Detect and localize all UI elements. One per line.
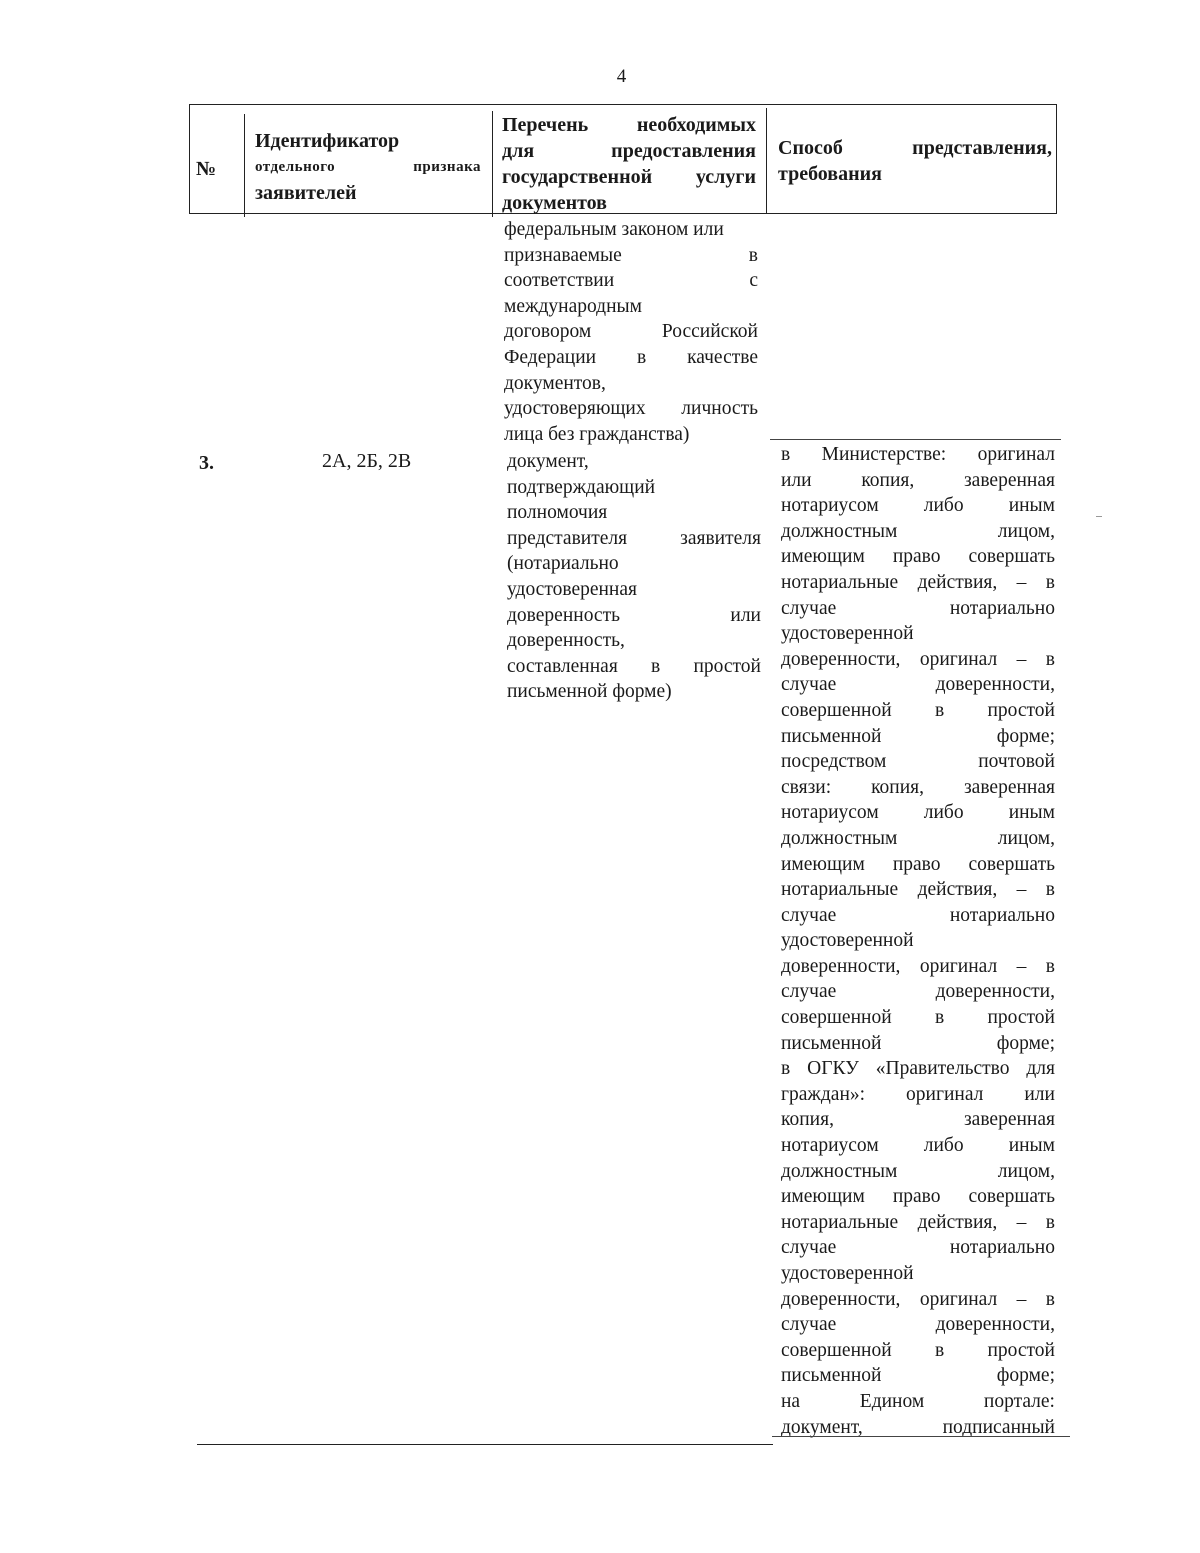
text-line — [781, 1363, 1055, 1389]
method-bottom-rule — [772, 1436, 1070, 1437]
row-separator — [770, 439, 1061, 440]
text-word: портале: — [983, 1390, 1055, 1412]
text-word: в — [636, 346, 647, 368]
text-word: нотариусом — [781, 495, 879, 517]
text-line-content: документов, — [504, 372, 606, 394]
text-line — [781, 1133, 1055, 1159]
text-line — [781, 749, 1055, 775]
text-word: для — [502, 140, 535, 162]
text-line — [781, 1312, 1055, 1338]
text-line — [781, 621, 1055, 647]
text-word: имеющим — [781, 546, 865, 568]
text-word: лицом, — [997, 827, 1055, 849]
header-divider-2 — [492, 111, 493, 217]
text-word: форме; — [996, 1365, 1055, 1387]
text-line — [781, 1287, 1055, 1313]
text-word: – — [1016, 879, 1027, 901]
text-word: совершать — [968, 1186, 1055, 1208]
text-word: в — [748, 244, 758, 266]
text-word: качестве — [687, 346, 758, 368]
text-word: копия, — [781, 1109, 834, 1131]
row-number: 3. — [199, 452, 214, 474]
text-line — [781, 1107, 1055, 1133]
text-word: или — [1024, 1083, 1055, 1105]
text-word: удостоверяющих — [504, 398, 646, 420]
text-word: совершать — [968, 853, 1055, 875]
text-word: копия, — [861, 469, 915, 491]
text-line — [507, 475, 761, 501]
text-word: в — [1045, 571, 1055, 593]
row-method-cell — [781, 442, 1055, 1440]
text-word: простой — [693, 655, 761, 677]
text-word: договором — [504, 321, 592, 343]
text-word: право — [892, 1186, 941, 1208]
text-word: лицом, — [997, 1160, 1055, 1182]
text-line — [781, 1338, 1055, 1364]
text-line — [781, 493, 1055, 519]
text-word: в — [934, 1339, 945, 1361]
text-word: или — [730, 604, 761, 626]
text-word: нотариально — [949, 1237, 1055, 1259]
header-identifier-line2 — [255, 154, 481, 180]
text-word: доверенности, — [935, 674, 1055, 696]
text-line — [781, 1056, 1055, 1082]
text-word: простой — [987, 1339, 1055, 1361]
text-word: доверенности, — [935, 981, 1055, 1003]
text-word: нотариально — [949, 597, 1055, 619]
text-line — [781, 672, 1055, 698]
text-line — [781, 979, 1055, 1005]
header-identifier-line3: заявителей — [255, 182, 357, 204]
text-word: доверенность — [507, 604, 621, 626]
text-line — [781, 826, 1055, 852]
text-word: совершенной — [781, 699, 892, 721]
text-word: – — [1016, 1211, 1027, 1233]
header-submission-method — [778, 135, 1052, 187]
text-line-content: доверенность, — [507, 630, 625, 652]
text-word: – — [1016, 571, 1027, 593]
text-word: государственной — [502, 166, 653, 188]
margin-mark — [1096, 516, 1102, 517]
text-line-content: документ, — [507, 451, 589, 472]
text-line — [781, 1261, 1055, 1287]
text-line — [502, 138, 756, 164]
text-line — [781, 1235, 1055, 1261]
text-word: для — [1026, 1058, 1055, 1080]
text-word: действия, — [917, 1211, 998, 1233]
text-word: граждан»: — [781, 1083, 866, 1105]
text-word: нотариальные — [781, 571, 899, 593]
text-word: должностным — [781, 1160, 898, 1182]
text-line-content: лица без гражданства) — [504, 423, 690, 445]
text-word: право — [892, 853, 941, 875]
text-word: посредством — [781, 751, 887, 773]
text-word: «Правительство — [875, 1058, 1010, 1080]
text-line — [781, 698, 1055, 724]
text-word: случае — [781, 597, 837, 619]
text-word: в — [651, 655, 661, 677]
text-word: в — [1045, 1288, 1055, 1310]
text-line — [504, 319, 758, 345]
header-divider-1 — [244, 114, 245, 217]
text-line — [507, 500, 761, 526]
header-divider-3 — [766, 108, 767, 214]
text-line-content: удостоверенной — [781, 623, 914, 645]
text-word: нотариально — [949, 904, 1055, 926]
text-line — [781, 442, 1055, 468]
text-line-content: документов — [502, 192, 607, 214]
text-word: форме; — [996, 725, 1055, 747]
text-line-content: удостоверенной — [781, 930, 914, 952]
text-word: или — [781, 469, 812, 491]
text-word: представителя — [507, 527, 628, 549]
text-line — [781, 596, 1055, 622]
text-line-content: международным — [504, 295, 642, 317]
text-line — [504, 268, 758, 294]
header-document-list — [502, 112, 756, 216]
text-word: связи: — [781, 776, 832, 798]
text-line — [781, 1210, 1055, 1236]
text-word: либо — [923, 802, 964, 824]
text-line — [781, 1159, 1055, 1185]
header-identifier-word-a: отдельного — [255, 159, 336, 175]
text-word: – — [1016, 648, 1027, 670]
text-line — [504, 371, 758, 397]
text-word: имеющим — [781, 853, 865, 875]
text-word: доверенности, — [935, 1314, 1055, 1336]
page-number: 4 — [616, 66, 627, 87]
text-word: Перечень — [502, 114, 589, 136]
text-line — [504, 422, 758, 448]
text-word: действия, — [917, 879, 998, 901]
text-word: доверенности, — [781, 955, 901, 977]
text-word: случае — [781, 1314, 837, 1336]
text-line — [781, 800, 1055, 826]
text-word: случае — [781, 674, 837, 696]
text-word: оригинал — [919, 648, 998, 670]
text-word: лицом, — [997, 520, 1055, 542]
text-line — [781, 724, 1055, 750]
text-word: услуги — [695, 166, 756, 188]
text-word: форме; — [996, 1032, 1055, 1054]
text-line — [781, 1005, 1055, 1031]
text-line — [781, 468, 1055, 494]
text-line — [781, 1389, 1055, 1415]
text-line — [781, 519, 1055, 545]
text-line — [502, 190, 756, 216]
text-word: – — [1016, 1288, 1027, 1310]
text-word: Министерстве: — [821, 444, 947, 465]
text-line — [781, 544, 1055, 570]
text-line — [504, 345, 758, 371]
text-word: заверенная — [963, 776, 1055, 798]
text-line — [507, 679, 761, 705]
text-line — [781, 928, 1055, 954]
text-line — [507, 577, 761, 603]
text-line-content: полномочия — [507, 502, 608, 524]
text-line — [778, 161, 1052, 187]
text-line-content: федеральным законом или — [504, 219, 724, 240]
text-word: документ, — [781, 1416, 863, 1438]
text-line-content: удостоверенной — [781, 1263, 914, 1284]
text-word: копия, — [871, 776, 925, 798]
text-word: должностным — [781, 827, 898, 849]
text-word: представления, — [912, 137, 1052, 159]
text-line — [781, 775, 1055, 801]
text-word: предоставления — [611, 140, 756, 162]
text-word: соответствии — [504, 270, 615, 292]
text-word: в — [934, 699, 945, 721]
text-word: Федерации — [504, 346, 597, 368]
text-word: оригинал — [906, 1083, 984, 1105]
table-bottom-rule — [197, 1444, 773, 1445]
text-word: заверенная — [963, 1109, 1055, 1131]
text-word: Российской — [661, 321, 758, 343]
text-line — [507, 449, 761, 475]
text-word: в — [1045, 648, 1055, 670]
text-word: письменной — [781, 1032, 882, 1054]
text-line-content: подтверждающий — [507, 476, 656, 498]
text-line — [502, 164, 756, 190]
text-word: совершенной — [781, 1007, 892, 1029]
text-line-content: (нотариально — [507, 553, 619, 575]
text-line — [502, 112, 756, 138]
text-line — [507, 526, 761, 552]
text-line — [504, 294, 758, 320]
text-word: в — [1045, 879, 1055, 901]
text-word: действия, — [917, 571, 998, 593]
text-word: совершать — [968, 546, 1055, 568]
text-word: заверенная — [963, 469, 1055, 491]
text-word: в — [1045, 1211, 1055, 1233]
text-word: в — [1045, 955, 1055, 977]
text-line — [781, 1031, 1055, 1057]
row-document-cell — [507, 449, 761, 705]
text-word: оригинал — [977, 444, 1055, 465]
text-word: почтовой — [978, 751, 1055, 773]
header-identifier-word-b: признака — [413, 159, 481, 175]
text-word: совершенной — [781, 1339, 892, 1361]
header-identifier-line1: Идентификатор — [255, 130, 400, 152]
text-line — [781, 877, 1055, 903]
text-word: либо — [923, 495, 964, 517]
text-word: доверенности, — [781, 1288, 901, 1310]
text-line — [507, 654, 761, 680]
text-line — [507, 551, 761, 577]
text-word: право — [892, 546, 941, 568]
text-word: на — [781, 1390, 801, 1412]
text-word: письменной — [781, 725, 882, 747]
text-word: подписанный — [942, 1416, 1055, 1438]
text-word: должностным — [781, 520, 898, 542]
text-word: оригинал — [919, 955, 998, 977]
text-word: простой — [987, 699, 1055, 721]
text-line — [781, 954, 1055, 980]
text-line — [507, 603, 761, 629]
text-word: личность — [681, 398, 758, 420]
text-word: нотариусом — [781, 802, 879, 824]
text-line — [778, 135, 1052, 161]
header-identifier — [255, 128, 481, 206]
text-word: случае — [781, 981, 837, 1003]
text-word: нотариусом — [781, 1135, 879, 1157]
text-line-content: письменной форме) — [507, 681, 672, 703]
text-word: случае — [781, 904, 837, 926]
text-line — [781, 852, 1055, 878]
text-word: иным — [1008, 802, 1055, 824]
text-word: – — [1016, 955, 1027, 977]
row-identifier: 2А, 2Б, 2В — [322, 450, 412, 472]
text-line — [781, 1082, 1055, 1108]
text-word: нотариальные — [781, 879, 899, 901]
text-word: в — [934, 1007, 945, 1029]
header-number: № — [196, 158, 217, 180]
text-word: в — [781, 444, 791, 465]
text-word: либо — [923, 1135, 964, 1157]
text-line — [507, 628, 761, 654]
text-line — [504, 396, 758, 422]
text-word: нотариальные — [781, 1211, 899, 1233]
text-word: составленная — [507, 655, 618, 677]
text-line-content: требования — [778, 163, 882, 185]
text-word: ОГКУ — [807, 1058, 859, 1080]
text-word: случае — [781, 1237, 837, 1259]
text-line — [781, 647, 1055, 673]
text-line — [781, 1184, 1055, 1210]
text-word: иным — [1008, 1135, 1055, 1157]
text-line — [504, 217, 758, 243]
continued-document-cell — [504, 217, 758, 447]
text-word: в — [781, 1058, 791, 1080]
text-word: Способ — [778, 137, 843, 159]
text-word: необходимых — [636, 114, 756, 136]
text-word: иным — [1008, 495, 1055, 517]
text-line — [781, 903, 1055, 929]
text-word: простой — [987, 1007, 1055, 1029]
text-word: имеющим — [781, 1186, 865, 1208]
text-word: доверенности, — [781, 648, 901, 670]
text-word: Едином — [859, 1390, 925, 1412]
text-line — [781, 570, 1055, 596]
text-word: признаваемые — [504, 244, 622, 266]
text-word: с — [749, 270, 758, 292]
text-word: письменной — [781, 1365, 882, 1387]
text-line — [504, 243, 758, 269]
text-line-content: удостоверенная — [507, 578, 637, 600]
text-word: заявителя — [680, 527, 761, 549]
text-word: оригинал — [919, 1288, 998, 1310]
